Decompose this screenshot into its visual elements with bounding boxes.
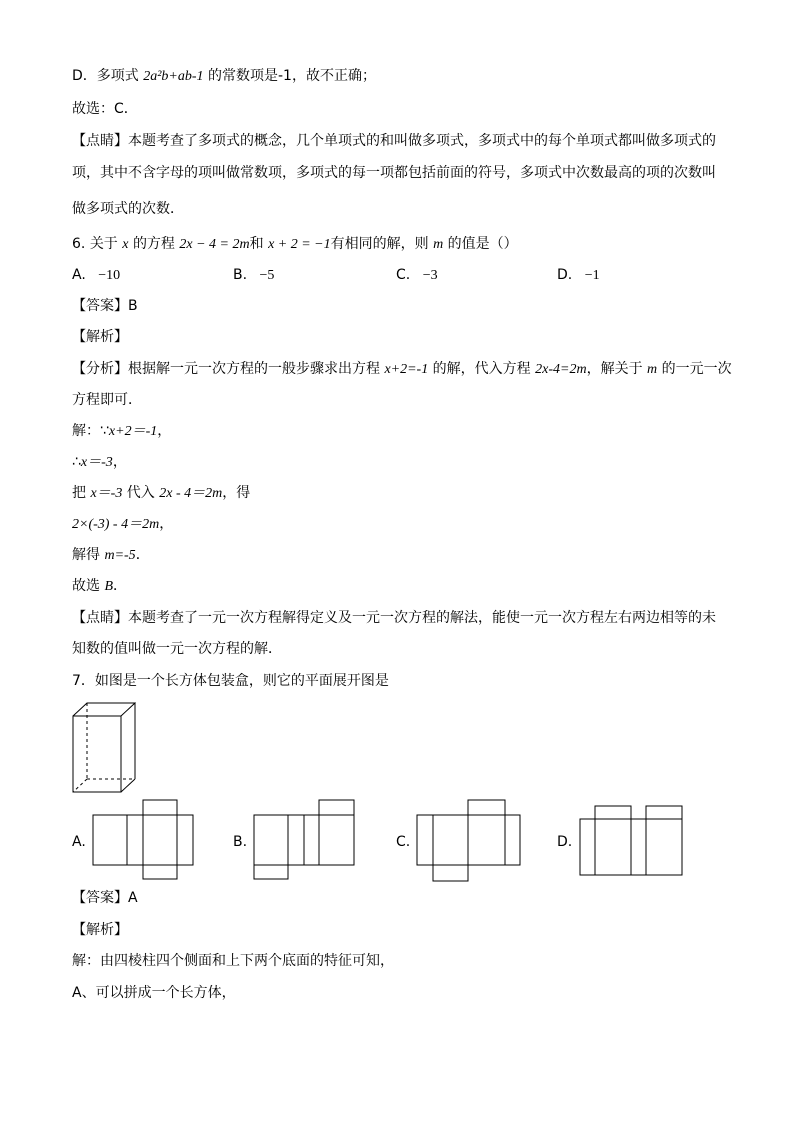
analysis-heading: 【解析】 xyxy=(72,329,128,345)
net-c xyxy=(416,799,522,883)
question-7: 7．如图是一个长方体包装盒，则它的平面展开图是 xyxy=(72,673,389,689)
comment-line: 项，其中不含字母的项叫做常数项，多项式的每一项都包括前面的符号，多项式中次数最高的项的次数叫 xyxy=(72,165,716,181)
text: ， xyxy=(157,423,172,439)
answer-choice-line: 故选：C． xyxy=(72,101,138,117)
text: 的常数项是-1，故不正确； xyxy=(203,68,376,84)
text: D．多项式 xyxy=(72,68,144,84)
text: ． xyxy=(113,578,128,594)
option-label: A. xyxy=(72,267,86,283)
text: ， xyxy=(159,516,174,532)
text: 【分析】根据解一元一次方程的一般步骤求出方程 xyxy=(72,361,385,377)
net-bottom-face xyxy=(254,865,288,879)
net-a-label: A. xyxy=(72,834,86,850)
net-d xyxy=(579,805,684,877)
net-c-svg xyxy=(416,799,522,883)
option-d-explanation xyxy=(72,66,376,87)
cuboid-bottom-right-edge xyxy=(121,779,135,792)
net-top-face xyxy=(468,800,505,815)
solution-line xyxy=(72,483,250,504)
equation: 2x − 4 = 2m xyxy=(179,237,250,252)
equation: 2x-4=2m xyxy=(535,362,587,377)
solution-line: 解：由四棱柱四个侧面和上下两个底面的特征可知， xyxy=(72,953,394,969)
solution-line xyxy=(72,576,127,597)
text: ， xyxy=(112,454,127,470)
solution-line xyxy=(72,545,150,566)
solution-line: A、可以拼成一个长方体， xyxy=(72,985,236,1001)
text: 的解，代入方程 xyxy=(428,361,536,377)
net-b xyxy=(253,799,356,881)
equation: 2×(-3) - 4＝2m xyxy=(72,517,160,532)
cuboid-hidden-edge xyxy=(73,779,87,792)
cuboid-svg xyxy=(72,702,136,794)
q6-option-c xyxy=(396,265,438,286)
net-top-face xyxy=(646,806,682,819)
answer-line: 【答案】A xyxy=(72,890,138,906)
math-variable: x xyxy=(122,237,129,252)
net-top-face xyxy=(595,806,631,819)
question-6 xyxy=(72,234,518,255)
text: 和 xyxy=(249,236,264,252)
text: 故选 xyxy=(72,578,105,594)
net-top-face xyxy=(319,800,354,815)
option-value: −1 xyxy=(584,268,600,283)
equation: 2x - 4＝2m xyxy=(159,486,223,501)
math-variable: m xyxy=(433,237,444,252)
text: 的一元一次 xyxy=(657,361,732,377)
equation: x + 2 = −1 xyxy=(268,237,331,252)
option-value: −10 xyxy=(98,268,121,283)
comment-line: 做多项式的次数． xyxy=(72,201,184,217)
analysis-heading: 【解析】 xyxy=(72,922,128,938)
text: ∴ xyxy=(72,454,81,470)
net-b-svg xyxy=(253,799,356,881)
comment-line: 【点睛】本题考查了一元一次方程解得定义及一元一次方程的解法，能使一元一次方程左右两边相等的未 xyxy=(72,610,716,626)
solution-line xyxy=(72,514,173,535)
question-number: 6. xyxy=(72,236,86,252)
q6-option-a xyxy=(72,265,120,286)
net-d-svg xyxy=(579,805,684,877)
text: 解得 xyxy=(72,547,105,563)
net-c-label: C. xyxy=(396,834,411,850)
cuboid-figure xyxy=(72,702,136,794)
text: 关于 xyxy=(89,236,118,252)
net-bottom-face xyxy=(143,865,177,879)
text: 代入 xyxy=(122,485,160,501)
equation: m=-5 xyxy=(104,548,136,563)
net-a xyxy=(92,799,195,881)
net-b-label: B. xyxy=(233,834,248,850)
comment-line: 知数的值叫做一元一次方程的解． xyxy=(72,641,282,657)
text: 解：∵ xyxy=(72,423,109,439)
option-value: −5 xyxy=(259,268,275,283)
math-variable: B xyxy=(104,579,114,594)
option-label: B. xyxy=(233,267,248,283)
q6-option-b xyxy=(233,265,274,286)
text: 的方程 xyxy=(132,236,175,252)
q6-option-d xyxy=(557,265,600,286)
text: ，解关于 xyxy=(586,361,648,377)
math-expression: 2a²b+ab-1 xyxy=(143,69,204,84)
net-bottom-face xyxy=(433,865,468,881)
cuboid-top-edges xyxy=(73,703,135,716)
equation: x＝-3 xyxy=(80,455,113,470)
analysis-line: 方程即可． xyxy=(72,392,142,408)
option-label: C. xyxy=(396,267,411,283)
text: 有相同的解，则 xyxy=(330,236,429,252)
solution-line xyxy=(72,421,171,442)
net-d-label: D. xyxy=(557,834,573,850)
text: ，得 xyxy=(222,485,251,501)
cuboid-front-face xyxy=(73,716,121,792)
text: 的值是（） xyxy=(447,236,518,252)
equation: x+2＝-1 xyxy=(108,424,158,439)
equation: x＝-3 xyxy=(90,486,123,501)
option-value: −3 xyxy=(422,268,438,283)
answer-line: 【答案】B xyxy=(72,298,138,314)
option-label: D. xyxy=(557,267,573,283)
text: 把 xyxy=(72,485,91,501)
analysis-line xyxy=(72,359,732,380)
solution-line xyxy=(72,452,127,473)
equation: x+2=-1 xyxy=(384,362,429,377)
comment-line: 【点睛】本题考查了多项式的概念，几个单项式的和叫做多项式，多项式中的每个单项式都叫做多项式的 xyxy=(72,133,716,149)
net-top-face xyxy=(143,800,177,815)
text: ． xyxy=(135,547,150,563)
net-a-svg xyxy=(92,799,195,881)
math-variable: m xyxy=(647,362,658,377)
